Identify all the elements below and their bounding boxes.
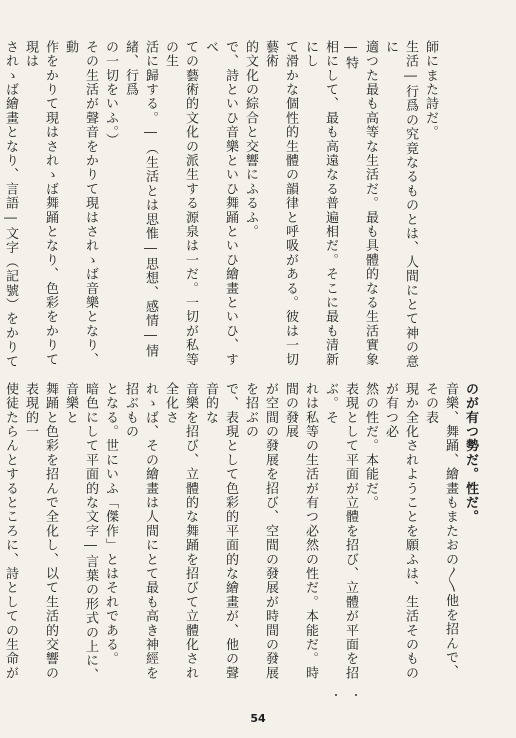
text-column: 舞踊と色彩を招んで全化し、以て生活的交響の表現的一 (23, 382, 58, 681)
text-column: で、詩といひ音樂といひ舞踊といひ繪畫といひ、すべ (203, 40, 238, 367)
text-column: 的文化の綜合と交響にふるふ。 (243, 40, 258, 239)
text-column: 使徒たらんとするところに、詩としての生命が (3, 382, 18, 681)
text-column: れゝば、その繪畫は人間にとて最も高き神經を招ぶもの (123, 382, 158, 681)
print-speck (355, 694, 357, 696)
text-column: 適つた最も高等な生活だ。最も具體的なる生活實象―特 (343, 40, 378, 367)
text-column: 活に歸する。―（生活とは思惟―思想、感情―情緒、行爲 (123, 40, 158, 359)
text-column: 表現として平面が立體を招び、立體が平面を招ぶ。そ (323, 382, 358, 681)
print-speck (335, 694, 337, 696)
text-column: 暗色にして平面的な文字―言葉の形式の上に、音樂と (63, 382, 98, 683)
text-column: されゝば繪畫となり、言語―文字（記號）をかりて (3, 40, 18, 369)
text-column: 相にして、最も高遠なる普遍相だ。そこに最も清新にし (303, 40, 338, 367)
upper-text-block (3, 40, 440, 370)
page-number: 54 (250, 712, 266, 725)
text-column: て滑かな個性的生體の韻律と呼吸がある。彼は一切藝術 (263, 40, 298, 367)
text-column: の一切をいふ。） (103, 40, 118, 148)
text-column: 然の性だ。本能だ。 (363, 382, 378, 510)
text-column: 生活―行爲の究竟なるものとは、人間にとて神の意に (383, 40, 418, 369)
text-column: 音樂を招び、立體的な舞踊を招びて立體化され全化さ (163, 382, 198, 681)
text-column: で、表現として色彩的平面的な繪畫が、他の聲音的な (203, 382, 238, 681)
text-column: となる。世にいふ「傑作」とはそれである。 (103, 382, 118, 666)
text-column: ての藝術的文化の派生する源泉は一だ。一切が私等の生 (163, 40, 198, 367)
text-column: その生活が聲音をかりて現はされゝば音樂となり、動 (63, 40, 98, 367)
lower-text-block (3, 382, 480, 692)
text-column: が空間の發展を招び、空間の發展が時間の發展を招ぶの (243, 382, 278, 681)
text-column: 現か全化されようことを願ふは、生活そのものが有つ必 (383, 382, 418, 681)
text-column: 師にまた詩だ。 (423, 40, 438, 140)
text-column: 作をかりて現はされゝば舞踊となり、色彩をかりて現は (23, 40, 58, 367)
text-column: 音樂、舞踊、繪畫もまたおの〳〵他を招んで、その表 (423, 382, 458, 679)
text-column: れは私等の生活が有つ必然の性だ。本能だ。時間の發展 (283, 382, 318, 681)
text-column: のが有つ勢だ。性だ。 (463, 382, 478, 524)
